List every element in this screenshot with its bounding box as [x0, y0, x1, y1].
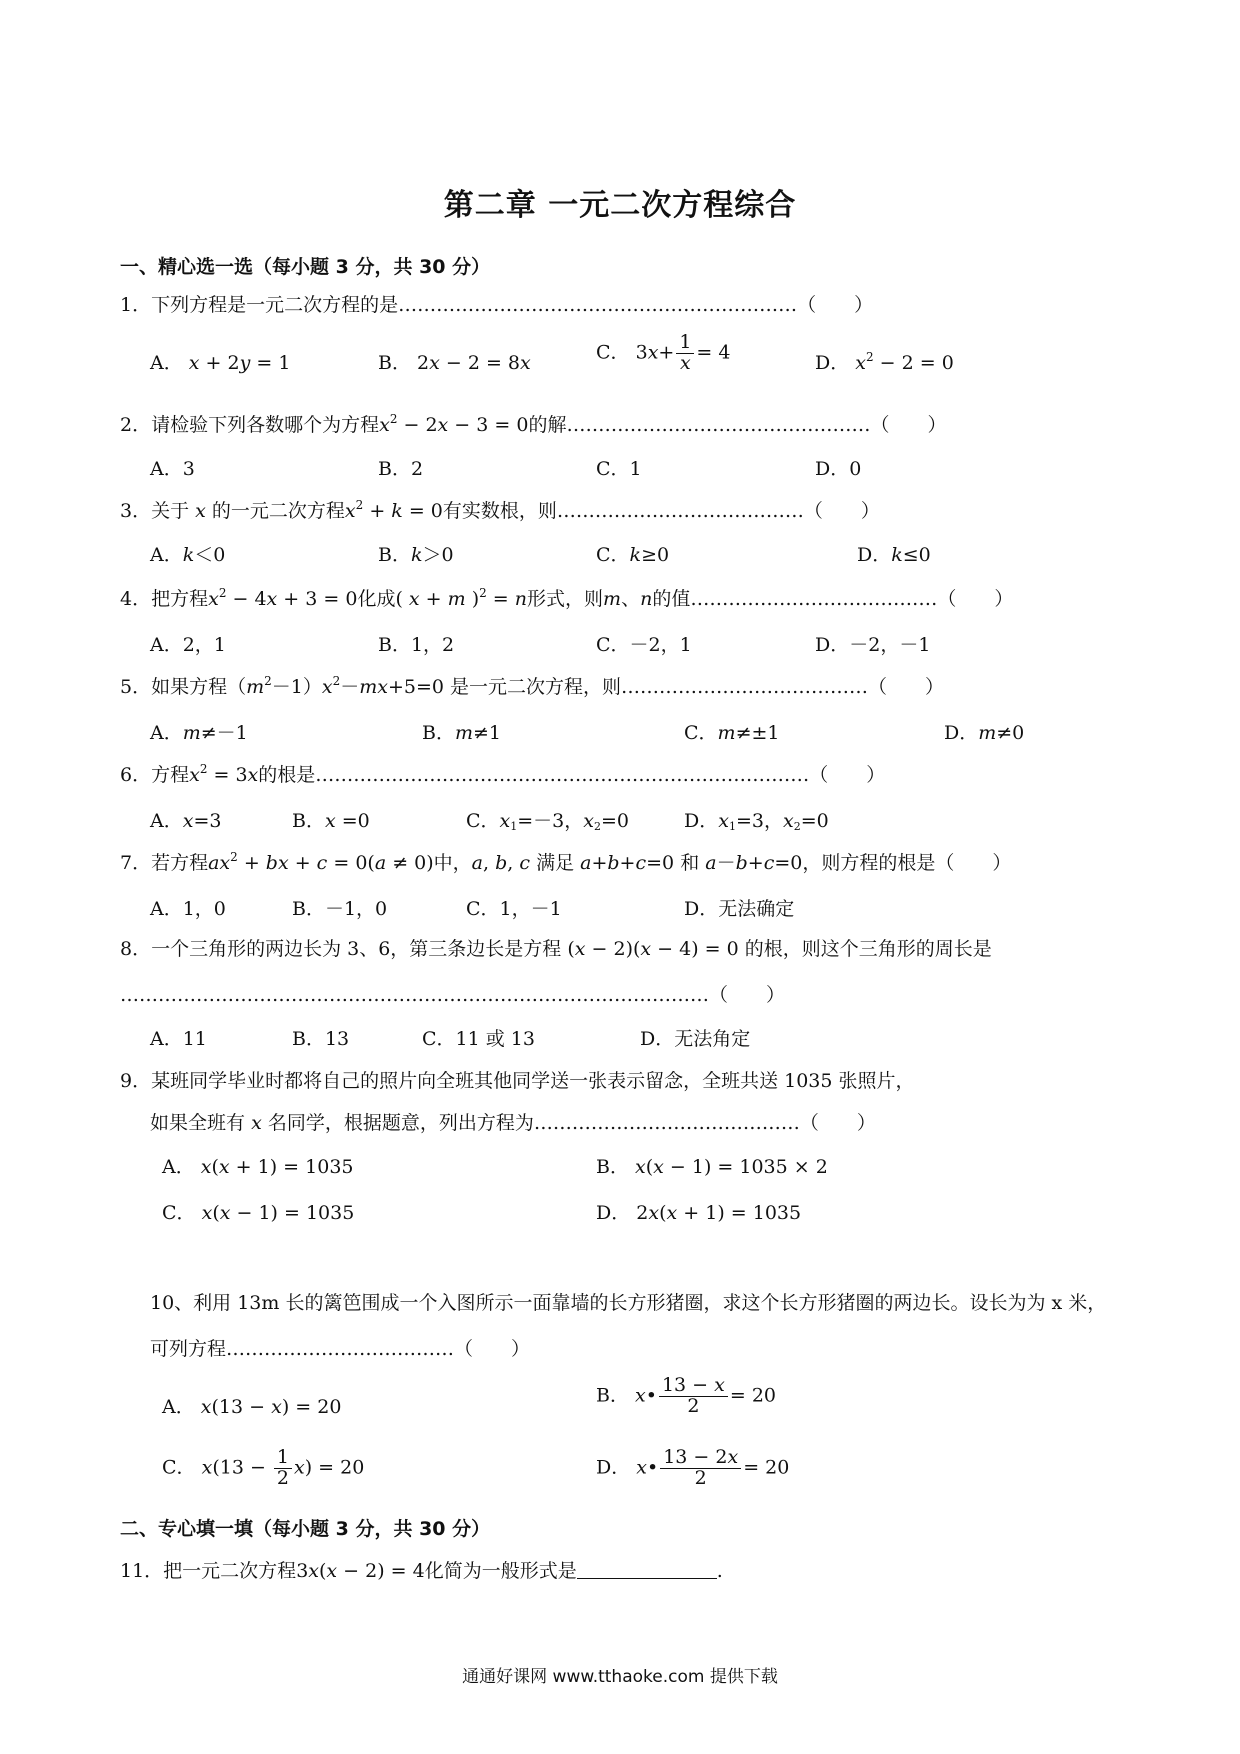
q7-option-b: B．－1，0 — [292, 898, 388, 920]
q3-option-c: C．k≥0 — [596, 544, 670, 566]
question-6: 6．方程$x^2 = 3x$的根是……………………………………………………………………（ ） — [120, 762, 886, 786]
question-1: 1．下列方程是一元二次方程的是………………………………………………………（ ） — [120, 294, 874, 316]
q6-option-b: B．x =0 — [292, 810, 370, 832]
q8-option-c: C．11 或 13 — [422, 1028, 535, 1050]
q10-option-b: B． x• $\frac{13 - x}{2}$ = 20 — [596, 1374, 776, 1417]
q10-option-a: A． x(13 − x) = 20 — [162, 1396, 342, 1418]
q3-option-b: B．k＞0 — [378, 544, 454, 566]
q9-option-d: D． 2x(x + 1) = 1035 — [596, 1202, 802, 1224]
q2-option-d: D．0 — [815, 458, 862, 480]
q1-option-b: B． 2x − 2 = 8x — [378, 352, 531, 374]
q7-option-a: A．1，0 — [150, 898, 226, 920]
question-4: 4．把方程$x^2 - 4x + 3 = 0$化成( x + m )$^2$ = n形式，则m、n的值…………………………………（ ） — [120, 586, 1014, 610]
question-11: 11．把一元二次方程3x(x − 2) = 4化简为一般形式是 . — [120, 1560, 723, 1582]
q8-option-b: B．13 — [292, 1028, 350, 1050]
question-9-line-2: 如果全班有 x 名同学，根据题意，列出方程为……………………………………（ ） — [150, 1112, 876, 1134]
q7-option-d: D．无法确定 — [684, 898, 795, 920]
q4-option-c: C．－2，1 — [596, 634, 692, 656]
q4-option-d: D．－2，－1 — [815, 634, 931, 656]
q5-option-d: D．m≠0 — [944, 722, 1025, 744]
q3-option-d: D．k≤0 — [857, 544, 931, 566]
q5-option-c: C．m≠±1 — [684, 722, 780, 744]
q10-option-c: C． x(13 − $\frac{1}{2}$ x) = 20 — [162, 1446, 365, 1489]
q2-option-a: A．3 — [150, 458, 195, 480]
section-heading-fill: 二、专心填一填（每小题 3 分，共 30 分） — [120, 1518, 491, 1540]
question-8: 8．一个三角形的两边长为 3、6，第三条边长是方程 (x − 2)(x − 4) = 0 的根，则这个三角形的周长是 …………………………………………………………………………………（ ） — [120, 938, 992, 1006]
q4-option-b: B．1，2 — [378, 634, 455, 656]
q9-option-b: B． x(x − 1) = 1035 × 2 — [596, 1156, 828, 1178]
q8-option-a: A．11 — [150, 1028, 207, 1050]
section-heading-choice: 一、精心选一选（每小题 3 分，共 30 分） — [120, 256, 491, 278]
q3-option-a: A．k＜0 — [150, 544, 226, 566]
q5-option-b: B．m≠1 — [422, 722, 502, 744]
question-10: 10、利用 13m 长的篱笆围成一个入图所示一面靠墙的长方形猪圈，求这个长方形猪圈的两边长。设长为为 x 米，可列方程………………………………（ ） — [150, 1292, 1107, 1360]
question-9-line-1: 9．某班同学毕业时都将自己的照片向全班其他同学送一张表示留念，全班共送 1035 张照片， — [120, 1070, 915, 1092]
q6-option-d: D．$x_1=3$，$x_2=0$ — [684, 810, 829, 833]
question-5: 5．如果方程$(m^2-1)x^2-mx+5=0$ 是一元二次方程，则…………………………………（ ） — [120, 674, 945, 698]
q1-option-a: A． x + 2y = 1 — [150, 352, 291, 374]
q7-option-c: C．1，－1 — [466, 898, 562, 920]
q9-option-a: A． x(x + 1) = 1035 — [162, 1156, 354, 1178]
q9-option-c: C． x(x − 1) = 1035 — [162, 1202, 355, 1224]
q4-option-a: A．2，1 — [150, 634, 226, 656]
q2-option-b: B．2 — [378, 458, 424, 480]
question-2: 2．请检验下列各数哪个为方程$x^2 - 2x - 3 = 0$的解…………………………………………（ ） — [120, 412, 947, 436]
q6-option-c: C．$x_1=-3$，$x_2=0$ — [466, 810, 630, 833]
q1-option-d: D． $x^2 - 2 = 0$ — [815, 350, 954, 374]
q5-option-a: A．m≠－1 — [150, 722, 248, 744]
answer-blank[interactable] — [577, 1560, 717, 1579]
q8-option-d: D．无法角定 — [640, 1028, 751, 1050]
q1-option-c: C． 3x+ $\frac{1}{x}$ = 4 — [596, 331, 731, 374]
question-3: 3．关于 x 的一元二次方程$x^2 + k = 0$有实数根，则…………………………………（ ） — [120, 498, 880, 522]
q6-option-a: A．x=3 — [150, 810, 222, 832]
question-7: 7．若方程$ax^2$ + bx + c = 0(a ≠ 0)中，a, b, c 满足 a+b+c=0 和 a－b+c=0，则方程的根是（ ） — [120, 850, 1012, 874]
q10-option-d: D． x• $\frac{13 - 2x}{2}$ = 20 — [596, 1446, 790, 1489]
q2-option-c: C．1 — [596, 458, 642, 480]
page-title: 第二章 一元二次方程综合 — [443, 188, 797, 223]
footer-text: 通通好课网 www.tthaoke.com 提供下载 — [462, 1667, 778, 1687]
